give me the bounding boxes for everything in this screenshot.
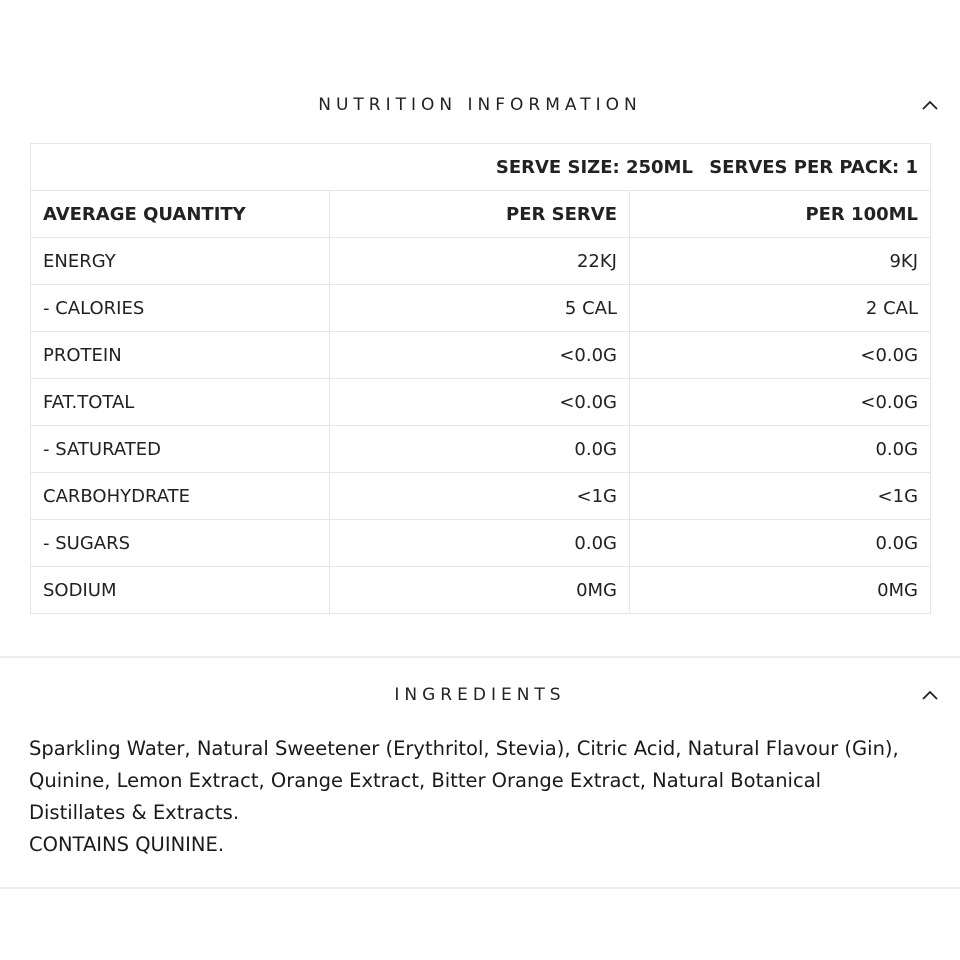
per-100ml-value: 9KJ [630, 238, 931, 285]
ingredients-section-toggle[interactable] [0, 675, 960, 715]
table-row [31, 426, 931, 473]
ingredients-section-title: INGREDIENTS [394, 685, 566, 705]
column-header-per-serve: PER SERVE [330, 191, 630, 238]
ingredients-warning: CONTAINS QUININE. [29, 833, 225, 856]
row-label: ENERGY [31, 238, 330, 285]
per-100ml-value: 0.0G [630, 426, 931, 473]
nutrition-section-toggle[interactable] [0, 85, 960, 125]
table-row [31, 285, 931, 332]
serve-size: SERVE SIZE: 250ML [495, 156, 693, 178]
section-divider [0, 656, 960, 658]
table-row [31, 379, 931, 426]
per-serve-value: 0.0G [330, 520, 630, 567]
per-serve-value: <0.0G [330, 379, 630, 426]
serve-info-cell [31, 144, 931, 191]
row-label: CARBOHYDRATE [31, 473, 330, 520]
row-label: - SUGARS [31, 520, 330, 567]
per-100ml-value: 2 CAL [630, 285, 931, 332]
per-serve-value: 0.0G [330, 426, 630, 473]
row-label: - SATURATED [31, 426, 330, 473]
per-100ml-value: 0MG [630, 567, 931, 614]
per-serve-value: <1G [330, 473, 630, 520]
chevron-up-icon[interactable] [920, 685, 940, 705]
nutrition-table [30, 143, 931, 614]
row-label: FAT.TOTAL [31, 379, 330, 426]
per-100ml-value: <0.0G [630, 332, 931, 379]
row-label: PROTEIN [31, 332, 330, 379]
ingredients-text: Sparkling Water, Natural Sweetener (Erythritol, Stevia), Citric Acid, Natural Flavour (Gin), Quinine, Lemon Extract, Orange Extract, Bitter Orange Extract, Natural Botanical Distillates & Extracts. [29, 737, 899, 824]
section-divider [0, 887, 960, 889]
table-row [31, 332, 931, 379]
chevron-up-icon[interactable] [920, 95, 940, 115]
serve-info-row [31, 144, 931, 191]
nutrition-section-title: NUTRITION INFORMATION [318, 95, 642, 115]
table-row [31, 567, 931, 614]
per-serve-value: <0.0G [330, 332, 630, 379]
table-row [31, 520, 931, 567]
per-100ml-value: 0.0G [630, 520, 931, 567]
per-serve-value: 22KJ [330, 238, 630, 285]
column-header-average-quantity: AVERAGE QUANTITY [31, 191, 330, 238]
per-serve-value: 0MG [330, 567, 630, 614]
serves-per-pack: SERVES PER PACK: 1 [709, 156, 919, 178]
per-serve-value: 5 CAL [330, 285, 630, 332]
table-row [31, 473, 931, 520]
ingredients-body [29, 733, 909, 861]
per-100ml-value: <1G [630, 473, 931, 520]
column-header-per-100ml: PER 100ML [630, 191, 931, 238]
table-header-row [31, 191, 931, 238]
table-row [31, 238, 931, 285]
row-label: - CALORIES [31, 285, 330, 332]
per-100ml-value: <0.0G [630, 379, 931, 426]
row-label: SODIUM [31, 567, 330, 614]
